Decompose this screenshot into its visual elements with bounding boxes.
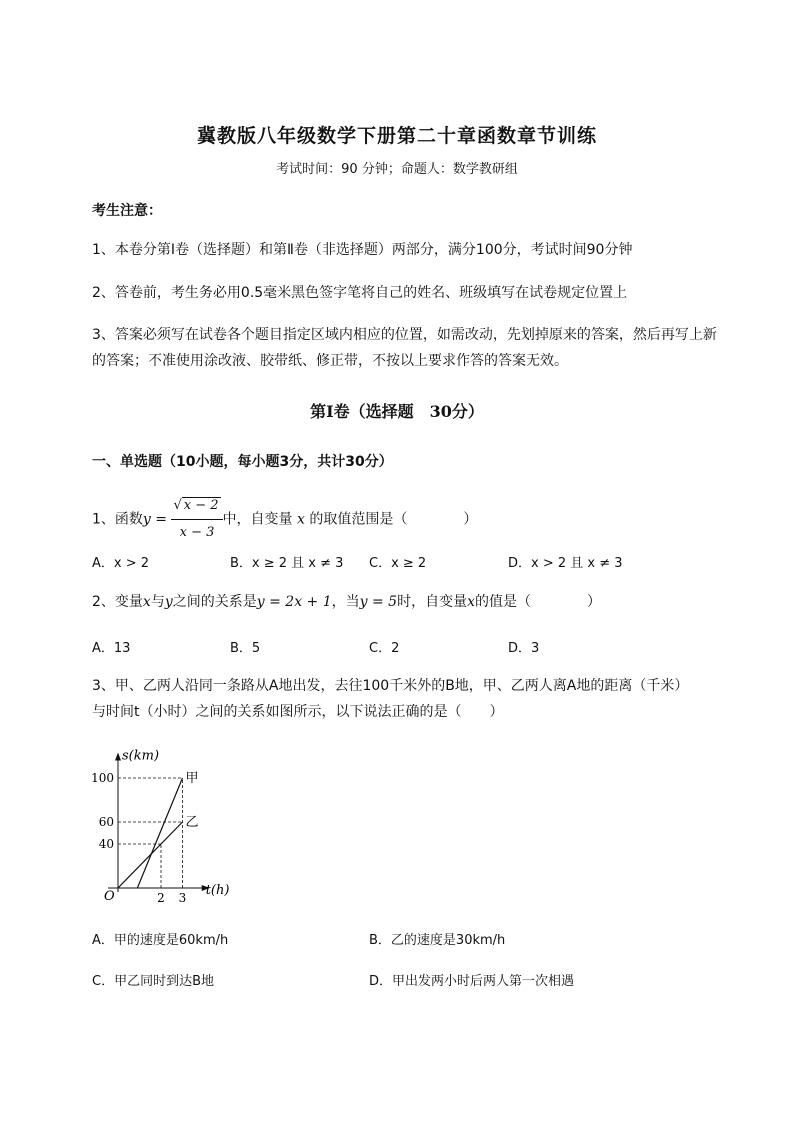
q2-text-c: 之间的关系是 [172, 594, 257, 610]
distance-time-graph [80, 738, 260, 908]
q1-option-c[interactable]: C．x ≥ 2 [369, 556, 427, 571]
q1-y-eq: y = [142, 511, 168, 528]
y-axis-arrow [115, 753, 121, 761]
x-axis-label: t(h) [205, 883, 230, 898]
q2-var-y: y [164, 594, 173, 610]
q3-option-a[interactable]: A．甲的速度是60km/h [92, 933, 229, 948]
y-tick-label-40: 40 [98, 837, 114, 851]
series-line-1 [118, 822, 183, 888]
q2-condition: y = 5 [359, 594, 398, 610]
q2-equation: y = 2x + 1 [256, 594, 332, 610]
q2-var-x-2: x [467, 594, 475, 610]
q2-text-a: 2、变量 [92, 594, 143, 610]
section-subheading: 一、单选题（10小题，每小题3分，共计30分） [92, 454, 393, 470]
q1-suffix-b: 的取值范围是（ ） [309, 511, 478, 528]
q1-suffix-a: 中，自变量 [222, 511, 293, 528]
y-tick-label-100: 100 [91, 771, 114, 785]
series-label-1: 乙 [185, 815, 199, 830]
q1-numerator: x − 2 [183, 498, 219, 513]
q2-option-b[interactable]: B．5 [230, 641, 261, 656]
q2-option-d[interactable]: D．3 [508, 641, 540, 656]
series-label-0: 甲 [185, 771, 199, 786]
q1-fraction: $\frac{√ x - 2}{x - 3}$ [171, 493, 222, 546]
q2-option-c[interactable]: C．2 [369, 641, 400, 656]
q2-text-f: 的值是（ ） [475, 594, 601, 610]
y-tick-label-60: 60 [98, 815, 114, 829]
q2-text-d: ，当 [331, 594, 360, 610]
origin-label: O [104, 889, 115, 904]
question-1 [92, 493, 477, 546]
question-3-line-1: 3、甲、乙两人沿同一条路从A地出发，去往100千米外的B地，甲、乙两人离A地的距离（千米） [92, 678, 689, 694]
y-axis-label: s(km) [122, 748, 160, 764]
q2-text-b: 与 [150, 594, 165, 610]
q1-denominator: x − 3 [179, 525, 215, 540]
note-item-3: 3、答案必须写在试卷各个题目指定区域内相应的位置，如需改动，先划掉原来的答案，然后再写上新 [92, 327, 717, 343]
note-item-1: 1、本卷分第I卷（选择题）和第Ⅱ卷（非选择题）两部分，满分100分，考试时间90分钟 [92, 242, 633, 258]
x-tick-label-3: 3 [178, 891, 187, 905]
q1-prefix: 1、函数 [92, 511, 143, 528]
note-item-2: 2、答卷前，考生务必用0.5毫米黑色签字笔将自己的姓名、班级填写在试卷规定位置上 [92, 285, 628, 301]
q3-option-b[interactable]: B．乙的速度是30km/h [369, 933, 506, 948]
question-3-line-2: 与时间t（小时）之间的关系如图所示，以下说法正确的是（ ） [92, 704, 504, 720]
q2-text-e: 时，自变量 [397, 594, 468, 610]
q3-option-d[interactable]: D．甲出发两小时后两人第一次相遇 [369, 974, 575, 989]
page-title: 冀教版八年级数学下册第二十章函数章节训练 [196, 125, 597, 147]
q2-option-a[interactable]: A．13 [92, 641, 131, 656]
exam-subtitle: 考试时间：90 分钟；命题人：数学教研组 [276, 162, 518, 177]
question-2 [92, 589, 601, 615]
q1-option-d[interactable]: D．x > 2 且 x ≠ 3 [508, 556, 623, 571]
note-item-3-cont: 的答案；不准使用涂改液、胶带纸、修正带，不按以上要求作答的答案无效。 [92, 353, 568, 369]
q1-option-b[interactable]: B．x ≥ 2 且 x ≠ 3 [230, 556, 344, 571]
q1-option-a[interactable]: A．x > 2 [92, 556, 150, 571]
q3-option-c[interactable]: C．甲乙同时到达B地 [92, 974, 214, 989]
q2-var-x: x [142, 594, 151, 610]
section-title: 第I卷（选择题 30分） [310, 402, 484, 421]
q1-var: x [296, 511, 305, 528]
x-tick-label-2: 2 [157, 891, 165, 905]
notes-heading: 考生注意： [92, 203, 162, 219]
series-line-0 [137, 778, 182, 888]
